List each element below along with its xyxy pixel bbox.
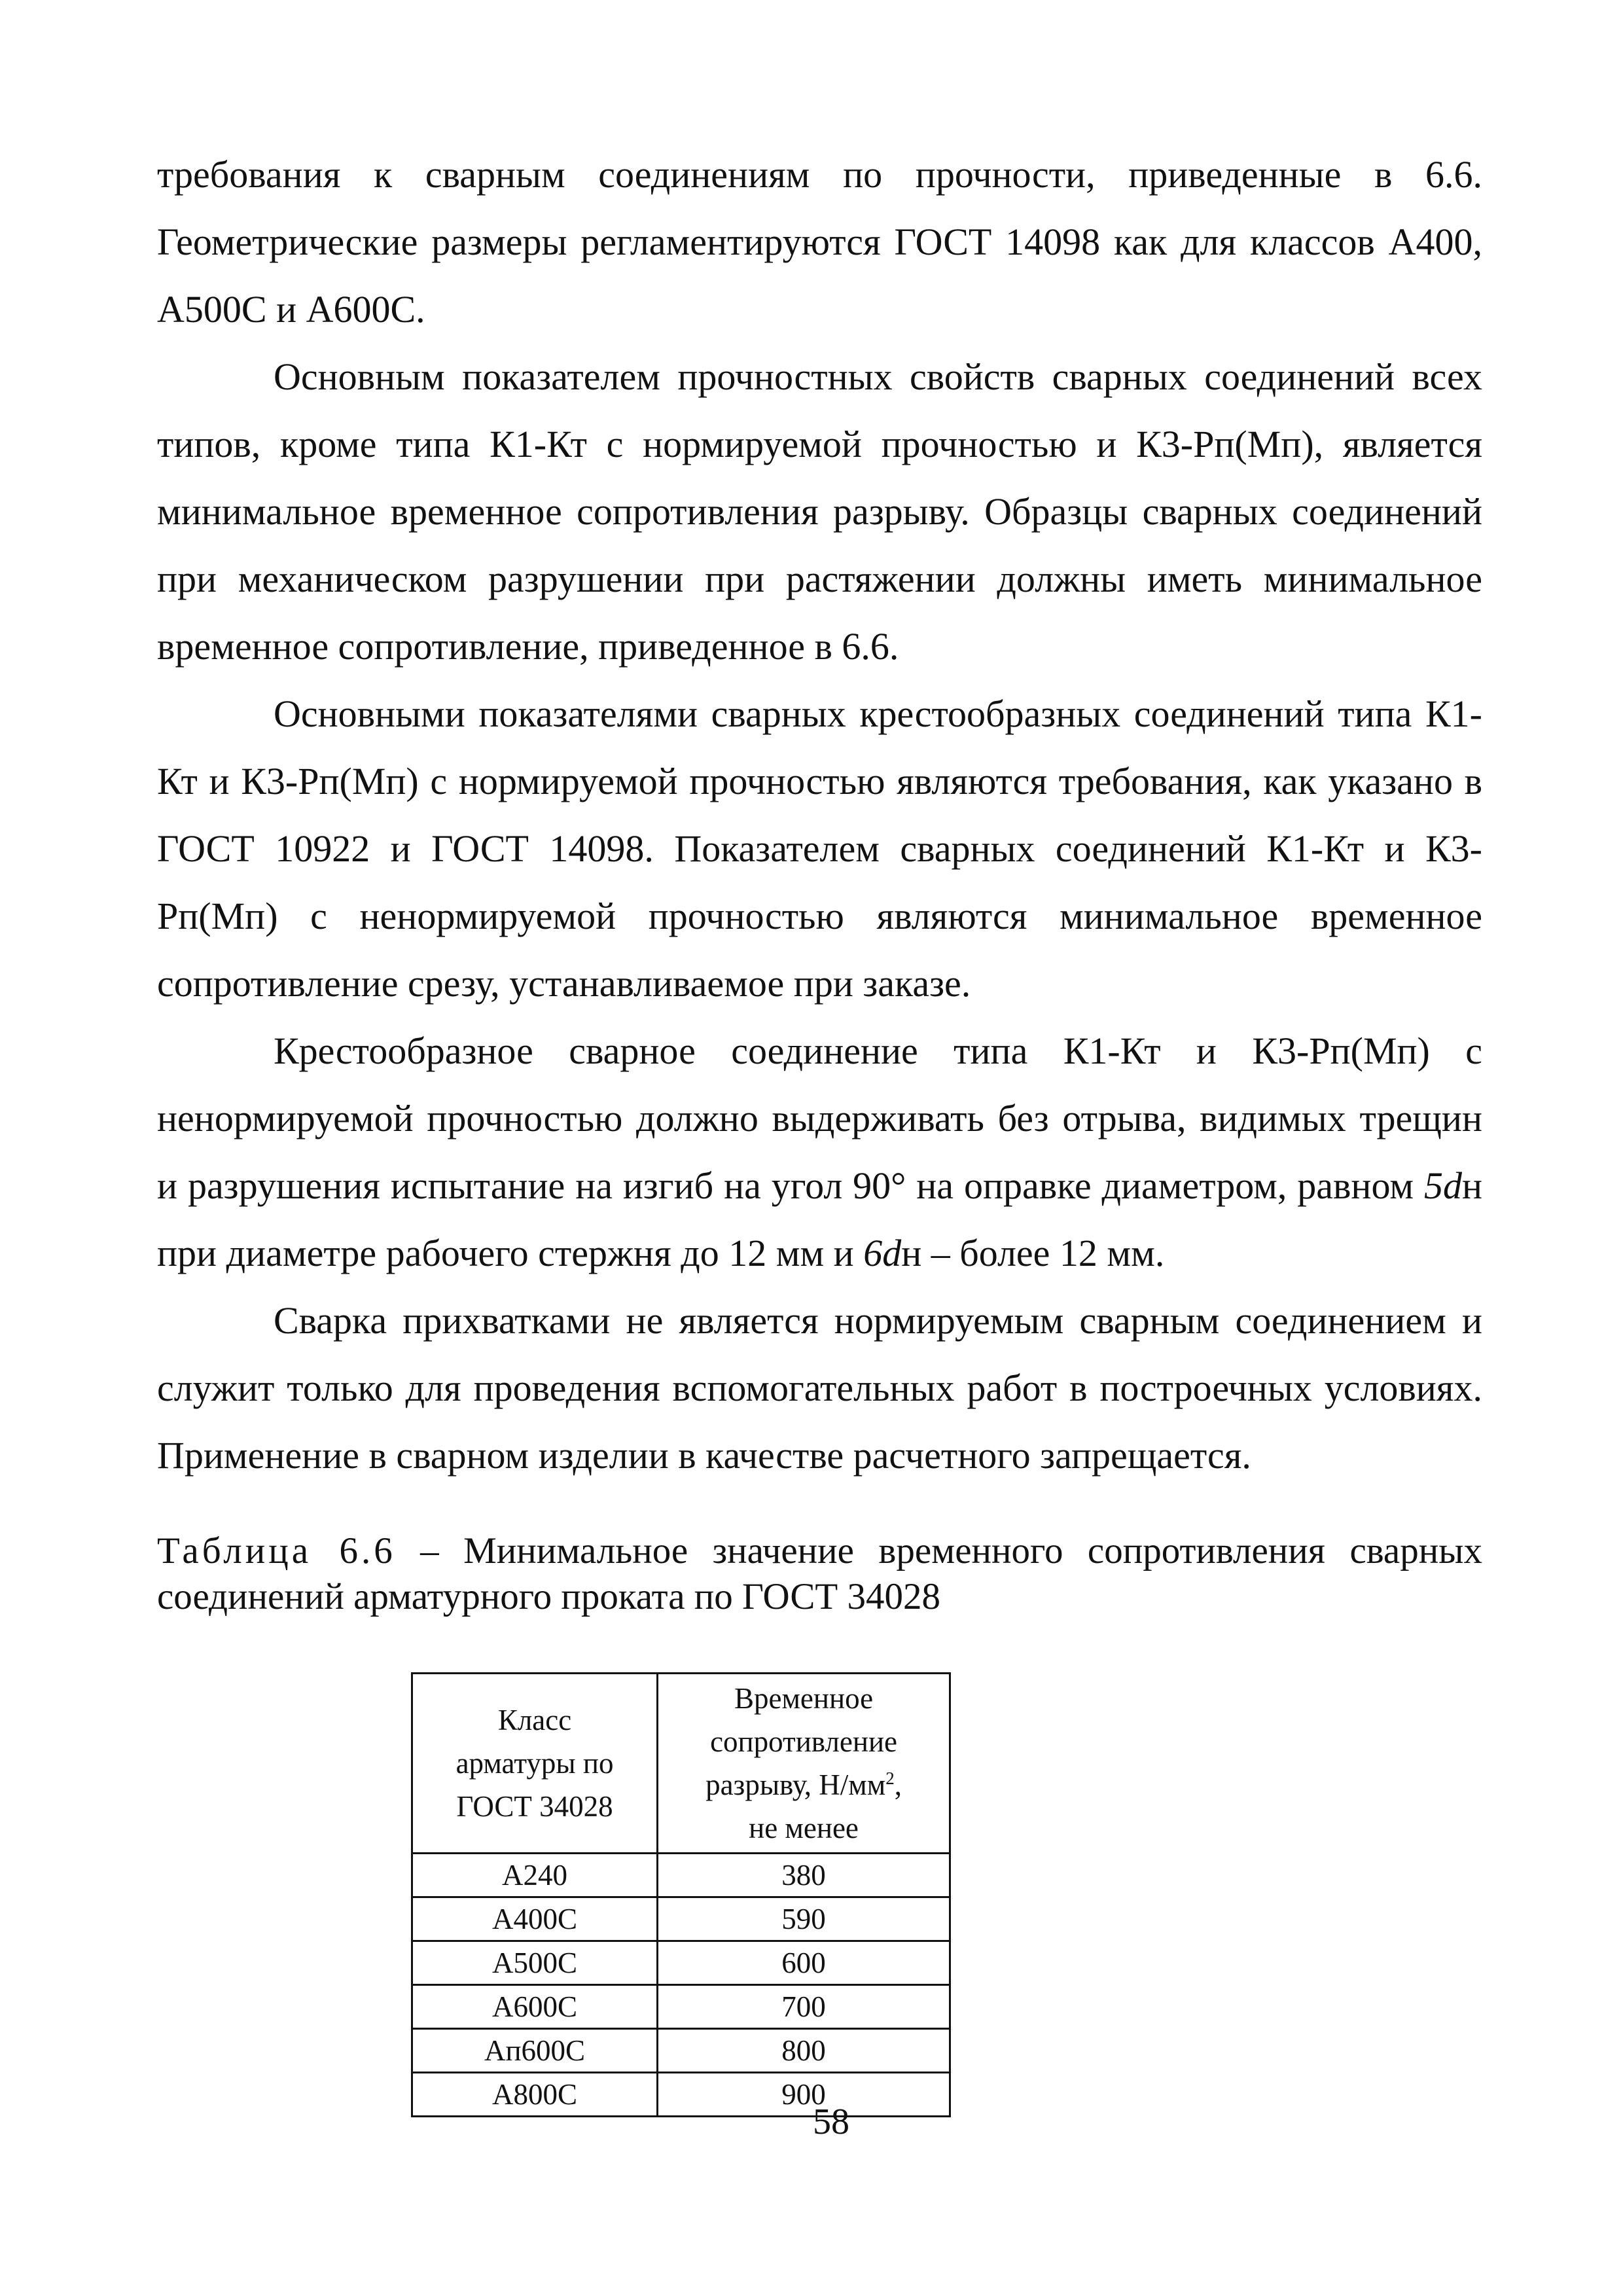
cell-value: 900 [658, 2073, 950, 2117]
paragraph-4-text-1: Крестообразное сварное соединение типа К1-Кт и К3-Рп(Мп) с ненормируемой прочностью должно выдерживать без отрыва, видимых трещин и разрушения испытание на изгиб на угол 90° на оправке диаметром, равном [157, 1030, 1482, 1207]
header-class-line-2: арматуры по [455, 1747, 614, 1780]
table-caption-text: – Минимальное значение временного сопротивления сварных соединений арматурного проката по ГОСТ 34028 [157, 1530, 1483, 1617]
cell-class: А600С [412, 1985, 658, 2029]
table-caption-lead: Таблица 6.6 [157, 1530, 396, 1571]
paragraph-3: Основными показателями сварных крестообразных соединений типа К1-Кт и К3-Рп(Мп) с нормируемой прочностью являются требования, как указано в ГОСТ 10922 и ГОСТ 14098. Показателем сварных соединений К1-Кт и К3-Рп(Мп) с ненормируемой прочностью являются минимальное временное сопротивление срезу, устанавливаемое при заказе. [157, 692, 1482, 1005]
strength-table [411, 1672, 951, 2117]
cell-value: 600 [658, 1941, 950, 1985]
cell-value: 380 [658, 1854, 950, 1897]
paragraph-1: требования к сварным соединениям по прочности, приведенные в 6.6. Геометрические размеры регламентируются ГОСТ 14098 как для классов А400, А500С и А600С. [157, 153, 1482, 331]
header-strength-line-1: Временное [734, 1682, 874, 1715]
paragraph-4-text-3: н – более 12 мм. [901, 1232, 1165, 1274]
page-number: 58 [813, 2102, 849, 2142]
paragraph-5: Сварка прихватками не является нормируемым сварным соединением и служит только для проведения вспомогательных работ в построечных условиях. Применение в сварном изделии в качестве расчетного запрещается. [157, 1299, 1482, 1477]
cell-value: 700 [658, 1985, 950, 2029]
cell-class: А400С [412, 1897, 658, 1941]
paragraph-4-italic-1: 5d [1423, 1164, 1462, 1207]
header-strength-line-2: сопротивление [710, 1725, 897, 1758]
table-caption [157, 1528, 1482, 1620]
header-class-line-1: Класс [497, 1704, 572, 1736]
header-class-line-3: ГОСТ 34028 [456, 1790, 613, 1823]
page-content [157, 141, 1482, 2117]
header-strength-sup: 2 [885, 1768, 895, 1788]
paragraph-4-italic-2: 6d [863, 1232, 902, 1274]
header-strength-line-3 [664, 1763, 944, 1806]
table-row [412, 2029, 950, 2073]
header-strength-unit: разрыву, Н/мм [705, 1768, 886, 1801]
paragraph-4-text-2: н при диаметре рабочего стержня до 12 мм и [157, 1164, 1482, 1274]
table-row [412, 1897, 950, 1941]
header-strength-line-4: не менее [749, 1812, 859, 1844]
table-row [412, 1941, 950, 1985]
header-strength-comma: , [894, 1768, 902, 1801]
table-container [411, 1672, 951, 2117]
header-strength [658, 1674, 950, 1854]
header-class [412, 1674, 658, 1854]
table-row [412, 1985, 950, 2029]
paragraph-2: Основным показателем прочностных свойств сварных соединений всех типов, кроме типа К1-Кт с нормируемой прочностью и К3-Рп(Мп), является минимальное временное сопротивления разрыву. Образцы сварных соединений при механическом разрушении при растяжении должны иметь минимальное временное сопротивление, приведенное в 6.6. [157, 355, 1482, 668]
cell-value: 800 [658, 2029, 950, 2073]
table-row [412, 1854, 950, 1897]
cell-class: А800С [412, 2073, 658, 2117]
table-header-row [412, 1674, 950, 1854]
paragraph-4 [157, 1017, 1482, 1287]
cell-value: 590 [658, 1897, 950, 1941]
cell-class: А500С [412, 1941, 658, 1985]
cell-class: А240 [412, 1854, 658, 1897]
cell-class: Ап600С [412, 2029, 658, 2073]
